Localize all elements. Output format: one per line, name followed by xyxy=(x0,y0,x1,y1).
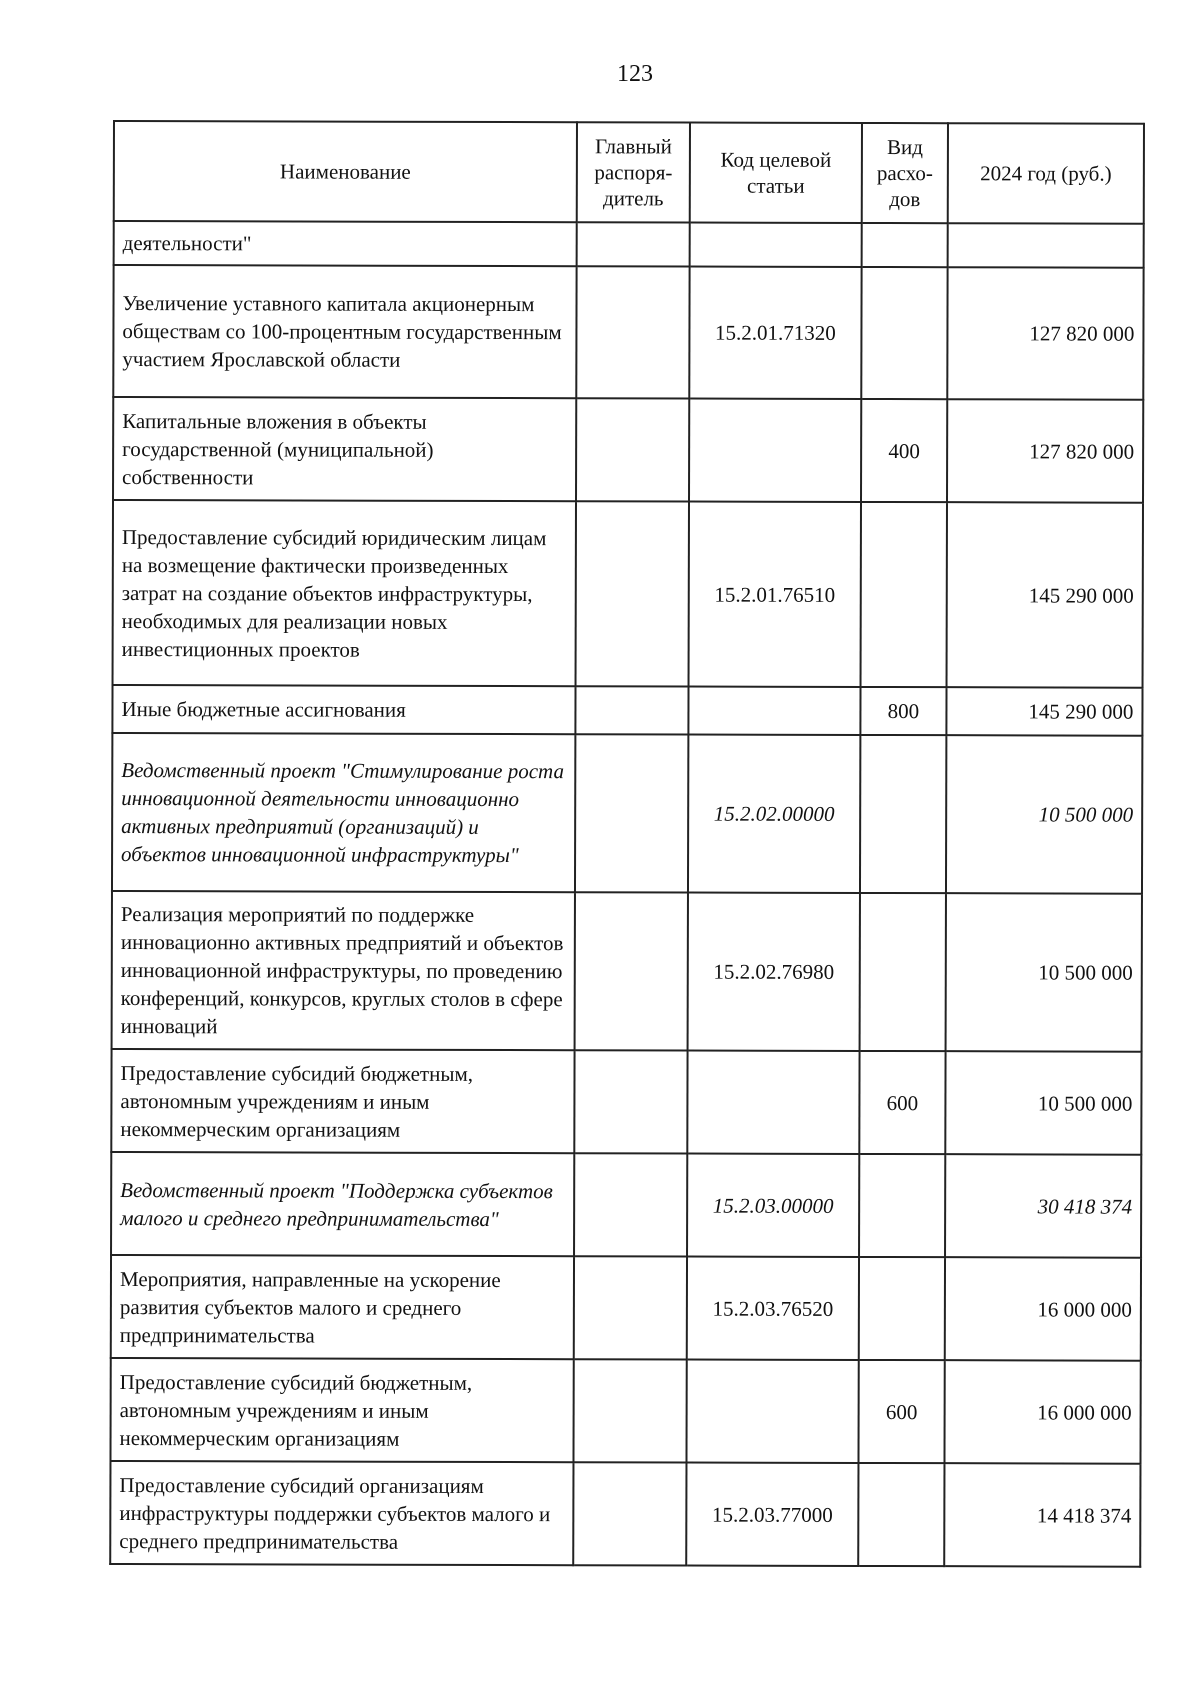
row-code: 15.2.02.76980 xyxy=(688,893,860,1051)
row-name: деятельности" xyxy=(114,221,577,266)
table-row xyxy=(113,397,1143,503)
row-code xyxy=(687,1051,859,1154)
row-name: Ведомственный проект "Стимулирование роста инновационной деятельности инновационно активных предприятий (организаций) и объектов инновационной инфраструктуры" xyxy=(112,733,575,892)
table-body xyxy=(110,221,1144,1567)
table-header-row xyxy=(114,121,1144,224)
row-code: 15.2.01.71320 xyxy=(689,267,861,399)
table-row xyxy=(111,1152,1141,1258)
table-row xyxy=(111,1049,1141,1155)
row-type xyxy=(860,893,946,1051)
row-name: Увеличение уставного капитала акционерным обществам со 100-процентным государственным участием Ярославской области xyxy=(113,265,576,398)
row-type xyxy=(859,1257,945,1360)
row-name: Предоставление субсидий бюджетным, автономным учреждениям и иным некоммерческим организациям xyxy=(111,1049,574,1153)
row-amount: 16 000 000 xyxy=(944,1360,1140,1464)
header-admin: Главный распоря-дитель xyxy=(577,122,690,222)
row-amount: 10 500 000 xyxy=(946,893,1142,1052)
row-name: Предоставление субсидий бюджетным, автономным учреждениям и иным некоммерческим организациям xyxy=(110,1358,573,1462)
row-code: 15.2.01.76510 xyxy=(689,502,861,687)
row-code xyxy=(689,399,861,502)
row-amount: 127 820 000 xyxy=(947,399,1143,503)
row-amount: 14 418 374 xyxy=(944,1463,1140,1567)
row-amount: 127 820 000 xyxy=(947,267,1143,400)
row-amount: 145 290 000 xyxy=(947,502,1143,688)
row-type xyxy=(860,735,946,893)
row-name: Иные бюджетные ассигнования xyxy=(112,685,575,734)
row-name: Предоставление субсидий юридическим лицам на возмещение фактически произведенных затрат на создание объектов инфраструктуры, необходимых для реализации новых инвестиционных проектов xyxy=(113,500,576,686)
row-code: 15.2.03.00000 xyxy=(687,1154,859,1257)
row-amount: 145 290 000 xyxy=(946,687,1142,736)
table-row xyxy=(114,221,1144,268)
row-type xyxy=(858,1463,944,1566)
row-type: 400 xyxy=(861,399,947,502)
row-type xyxy=(862,223,948,267)
row-amount: 10 500 000 xyxy=(946,735,1142,894)
row-amount: 10 500 000 xyxy=(945,1051,1141,1155)
row-admin xyxy=(577,222,690,266)
row-name: Капитальные вложения в объекты государственной (муниципальной) собственности xyxy=(113,397,576,501)
row-amount: 30 418 374 xyxy=(945,1154,1141,1258)
header-code: Код целевой статьи xyxy=(690,123,862,223)
row-name: Мероприятия, направленные на ускорение развития субъектов малого и среднего предпринимательства xyxy=(111,1255,574,1359)
row-code xyxy=(690,223,862,267)
table-row xyxy=(113,265,1143,400)
row-admin xyxy=(573,1359,686,1462)
row-type xyxy=(861,267,947,399)
table-row xyxy=(113,500,1143,688)
row-code: 15.2.03.77000 xyxy=(686,1463,858,1566)
row-admin xyxy=(576,398,689,501)
header-year: 2024 год (руб.) xyxy=(948,123,1144,224)
row-admin xyxy=(574,1050,687,1153)
table-row xyxy=(110,1461,1140,1567)
row-code: 15.2.02.00000 xyxy=(688,735,860,893)
row-admin xyxy=(574,1256,687,1359)
row-name: Реализация мероприятий по поддержке инновационно активных предприятий и объектов инновационной инфраструктуры, по проведению конференций, конкурсов, круглых столов в сфере инноваций xyxy=(112,891,575,1050)
header-type: Вид расхо-дов xyxy=(862,123,948,223)
row-admin xyxy=(576,501,689,686)
row-admin xyxy=(575,734,688,892)
header-name: Наименование xyxy=(114,121,577,222)
row-type: 800 xyxy=(860,687,946,735)
row-amount: 16 000 000 xyxy=(945,1257,1141,1361)
row-type xyxy=(861,502,947,687)
row-code xyxy=(688,687,860,735)
row-type xyxy=(859,1154,945,1257)
row-type: 600 xyxy=(858,1360,944,1463)
budget-table xyxy=(109,120,1145,1568)
page-number: 123 xyxy=(617,61,653,87)
table-row xyxy=(111,1255,1141,1361)
row-type: 600 xyxy=(859,1051,945,1154)
table-row xyxy=(112,733,1142,894)
row-name: Ведомственный проект "Поддержка субъектов малого и среднего предпринимательства" xyxy=(111,1152,574,1256)
row-admin xyxy=(576,266,689,398)
table-row xyxy=(112,891,1142,1052)
table-row xyxy=(110,1358,1140,1464)
table-row xyxy=(112,685,1142,736)
row-name: Предоставление субсидий организациям инфраструктуры поддержки субъектов малого и среднего предпринимательства xyxy=(110,1461,573,1565)
row-admin xyxy=(574,1153,687,1256)
row-code: 15.2.03.76520 xyxy=(687,1257,859,1360)
row-amount xyxy=(948,223,1144,268)
row-admin xyxy=(573,1462,686,1565)
row-code xyxy=(686,1360,858,1463)
row-admin xyxy=(575,686,688,734)
row-admin xyxy=(575,892,688,1050)
